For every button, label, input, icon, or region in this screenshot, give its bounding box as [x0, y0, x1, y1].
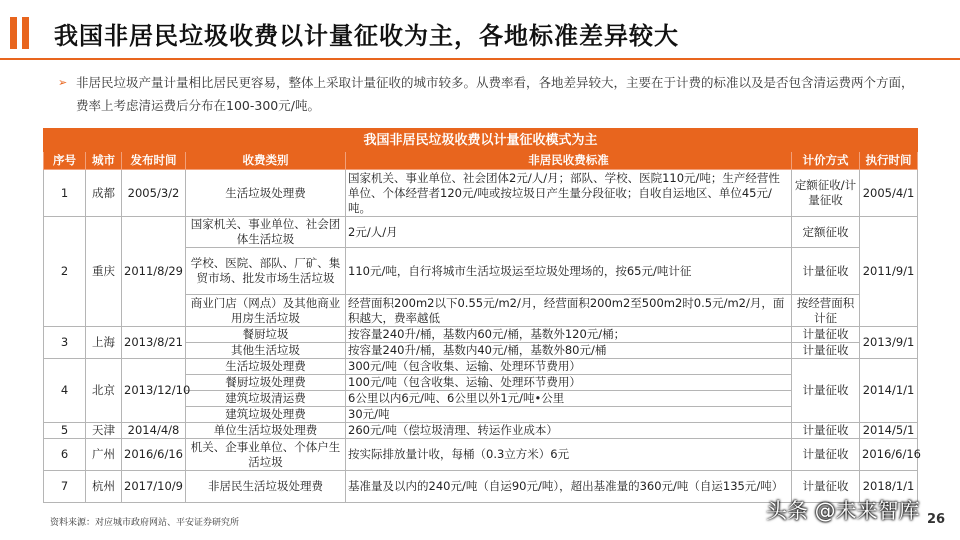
- column-header: 收费类别: [186, 152, 346, 170]
- cell-effective: 2014/5/1: [860, 423, 918, 439]
- cell-standard: 300元/吨（包含收集、运输、处理环节费用）: [346, 359, 792, 375]
- cell-no: 1: [44, 170, 86, 217]
- cell-published: 2013/8/21: [122, 327, 186, 359]
- cell-published: 2017/10/9: [122, 471, 186, 503]
- cell-category: 其他生活垃圾: [186, 343, 346, 359]
- table-row: [44, 217, 918, 248]
- cell-standard: 30元/吨: [346, 407, 792, 423]
- cell-city: 上海: [86, 327, 122, 359]
- cell-published: 2013/12/10: [122, 359, 186, 423]
- cell-effective: 2013/9/1: [860, 327, 918, 359]
- cell-category: 建筑垃圾清运费: [186, 391, 346, 407]
- title-accent-bar: [10, 17, 17, 49]
- cell-published: 2014/4/8: [122, 423, 186, 439]
- arrow-right-icon: ➢: [58, 76, 68, 89]
- cell-no: 4: [44, 359, 86, 423]
- cell-no: 5: [44, 423, 86, 439]
- cell-standard: 按实际排放量计收，每桶（0.3立方米）6元: [346, 439, 792, 471]
- table-row: [44, 359, 918, 375]
- cell-effective: 2018/1/1: [860, 471, 918, 503]
- cell-standard: 110元/吨，自行将城市生活垃圾运至垃圾处理场的，按65元/吨计征: [346, 248, 792, 295]
- cell-effective: 2014/1/1: [860, 359, 918, 423]
- cell-method: 定额征收/计量征收: [792, 170, 860, 217]
- table-caption: 我国非居民垃圾收费以计量征收模式为主: [44, 129, 918, 152]
- column-header: 执行时间: [860, 152, 918, 170]
- cell-method: 计量征收: [792, 439, 860, 471]
- table-row: [44, 170, 918, 217]
- cell-no: 2: [44, 217, 86, 327]
- cell-category: 商业门店（网点）及其他商业用房生活垃圾: [186, 295, 346, 327]
- cell-effective: 2011/9/1: [860, 217, 918, 327]
- cell-category: 非居民生活垃圾处理费: [186, 471, 346, 503]
- cell-published: 2005/3/2: [122, 170, 186, 217]
- cell-no: 7: [44, 471, 86, 503]
- column-header: 城市: [86, 152, 122, 170]
- cell-method: 按经营面积计征: [792, 295, 860, 327]
- cell-standard: 按容量240升/桶，基数内40元/桶，基数外80元/桶: [346, 343, 792, 359]
- table-row: [44, 439, 918, 471]
- cell-city: 广州: [86, 439, 122, 471]
- page-title: 我国非居民垃圾收费以计量征收为主，各地标准差异较大: [54, 21, 679, 50]
- bullet-text: 非居民垃圾产量计量相比居民更容易，整体上采取计量征收的城市较多。从费率看，各地差异较大，主要在于计费的标准以及是否包含清运费两个方面，费率上考虑清运费后分布在100-300元/吨。: [76, 75, 914, 113]
- cell-standard: 6公里以内6元/吨、6公里以外1元/吨•公里: [346, 391, 792, 407]
- watermark: 头条 @未来智库: [766, 499, 920, 523]
- cell-standard: 国家机关、事业单位、社会团体2元/人/月；部队、学校、医院110元/吨；生产经营性单位、个体经营者120元/吨或按垃圾日产生量分段征收；自收自运地区、单位45元/吨。: [346, 170, 792, 217]
- cell-city: 重庆: [86, 217, 122, 327]
- cell-method: 计量征收: [792, 248, 860, 295]
- cell-standard: 2元/人/月: [346, 217, 792, 248]
- cell-effective: 2016/6/16: [860, 439, 918, 471]
- cell-method: 计量征收: [792, 359, 860, 423]
- cell-effective: 2005/4/1: [860, 170, 918, 217]
- table-row: [44, 327, 918, 343]
- cell-method: 定额征收: [792, 217, 860, 248]
- cell-method: 计量征收: [792, 471, 860, 503]
- cell-category: 生活垃圾处理费: [186, 359, 346, 375]
- cell-city: 杭州: [86, 471, 122, 503]
- title-divider: [0, 58, 960, 60]
- title-accent-bar: [22, 17, 29, 49]
- cell-category: 国家机关、事业单位、社会团体生活垃圾: [186, 217, 346, 248]
- table-row: [44, 423, 918, 439]
- cell-city: 成都: [86, 170, 122, 217]
- cell-standard: 经营面积200m2以下0.55元/m2/月，经营面积200m2至500m2时0.5元/m2/月，面积越大，费率越低: [346, 295, 792, 327]
- cell-category: 餐厨垃圾: [186, 327, 346, 343]
- source-note: 资料来源：对应城市政府网站、平安证券研究所: [50, 518, 240, 528]
- cell-published: 2011/8/29: [122, 217, 186, 327]
- cell-category: 餐厨垃圾处理费: [186, 375, 346, 391]
- cell-standard: 260元/吨（偿垃圾清理、转运作业成本）: [346, 423, 792, 439]
- cell-standard: 100元/吨（包含收集、运输、处理环节费用）: [346, 375, 792, 391]
- cell-no: 3: [44, 327, 86, 359]
- column-header: 非居民收费标准: [346, 152, 792, 170]
- cell-category: 机关、企事业单位、个体户生活垃圾: [186, 439, 346, 471]
- bullet-paragraph: [58, 71, 918, 117]
- cell-method: 计量征收: [792, 423, 860, 439]
- cell-category: 单位生活垃圾处理费: [186, 423, 346, 439]
- cell-category: 生活垃圾处理费: [186, 170, 346, 217]
- cell-published: 2016/6/16: [122, 439, 186, 471]
- cell-no: 6: [44, 439, 86, 471]
- cell-city: 北京: [86, 359, 122, 423]
- cell-method: 计量征收: [792, 327, 860, 343]
- cell-city: 天津: [86, 423, 122, 439]
- column-header: 发布时间: [122, 152, 186, 170]
- cell-method: 计量征收: [792, 343, 860, 359]
- fee-table: [43, 128, 921, 503]
- cell-standard: 基准量及以内的240元/吨（自运90元/吨），超出基准量的360元/吨（自运135元/吨）: [346, 471, 792, 503]
- page-number: 26: [927, 512, 946, 527]
- cell-standard: 按容量240升/桶，基数内60元/桶，基数外120元/桶；: [346, 327, 792, 343]
- cell-category: 学校、医院、部队、厂矿、集贸市场、批发市场生活垃圾: [186, 248, 346, 295]
- column-header: 计价方式: [792, 152, 860, 170]
- column-header: 序号: [44, 152, 86, 170]
- cell-category: 建筑垃圾处理费: [186, 407, 346, 423]
